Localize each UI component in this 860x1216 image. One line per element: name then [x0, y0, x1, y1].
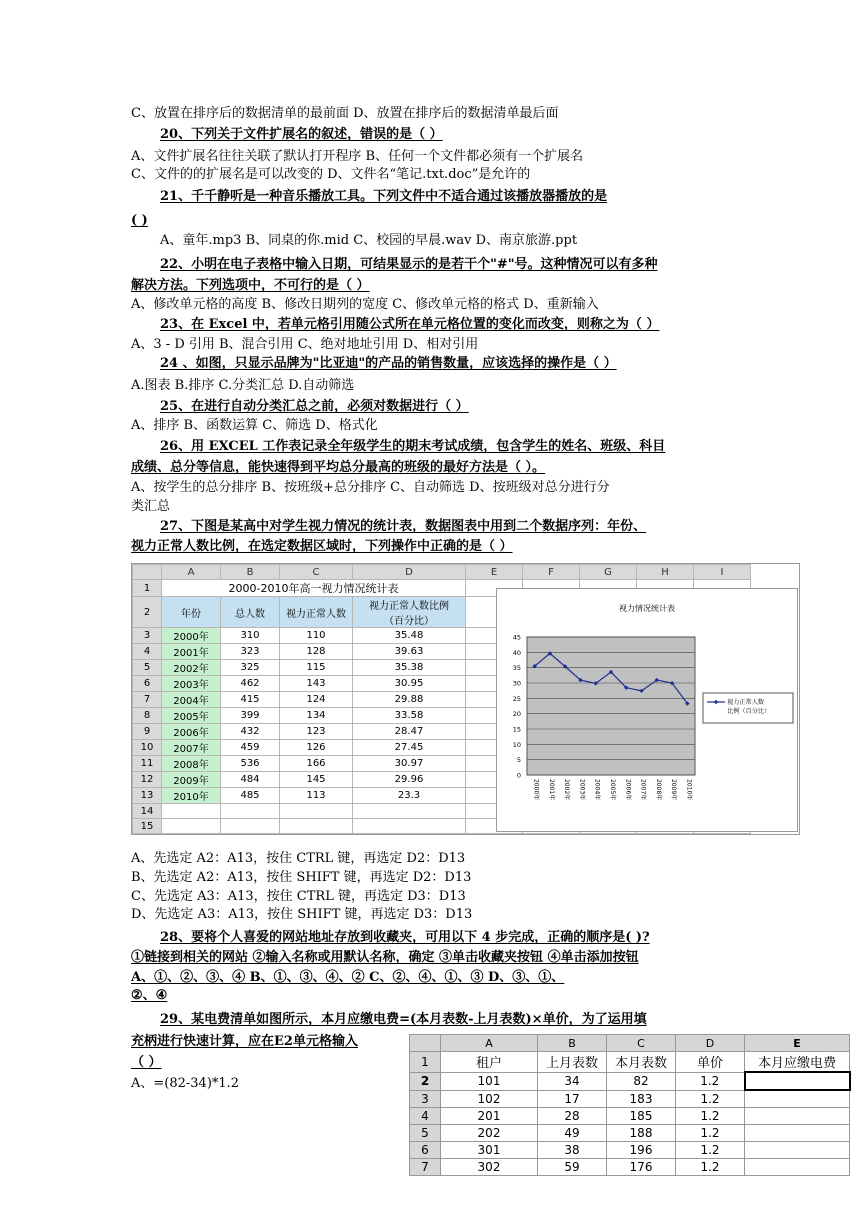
- sheet-cell: 110: [280, 628, 353, 644]
- question-line: 21、千千静听是一种音乐播放工具。下列文件中不适合通过该播放器播放的是: [160, 189, 608, 204]
- sheet-col-header: B: [221, 565, 280, 580]
- sheet-column-title: 总人数: [221, 597, 280, 628]
- x-tick-label: 2007年: [639, 779, 647, 801]
- sheet-cell: 2007年: [162, 740, 221, 756]
- option-line: ②、④: [131, 988, 168, 1003]
- sheet-cell: 35.48: [353, 628, 466, 644]
- etable-fee-cell: [745, 1125, 850, 1142]
- sheet-corner: [133, 565, 162, 580]
- sheet-cell: 35.38: [353, 660, 466, 676]
- etable-cell: 1.2: [676, 1142, 745, 1159]
- etable-row: [410, 1159, 850, 1176]
- etable-cell: 59: [538, 1159, 607, 1176]
- sheet-cell: 2002年: [162, 660, 221, 676]
- sheet-row-header: 6: [133, 676, 162, 692]
- etable-header-cell: 上月表数: [538, 1052, 607, 1073]
- etable-cell: 1.2: [676, 1108, 745, 1125]
- sheet-cell: 126: [280, 740, 353, 756]
- question-line: 27、下图是某高中对学生视力情况的统计表，数据图表中用到二个数据序列：年份、: [160, 519, 647, 534]
- etable-row-header: 7: [410, 1159, 441, 1176]
- question-line: 26、用 EXCEL 工作表记录全年级学生的期末考试成绩，包含学生的姓名、班级、科目: [160, 439, 666, 454]
- sheet-cell: 134: [280, 708, 353, 724]
- option-line: C、文件的的扩展名是可以改变的 D、文件名“笔记.txt.doc”是允许的: [131, 167, 531, 182]
- sheet-row-header: 14: [133, 804, 162, 819]
- option-line: A、=(82-34)*1.2: [131, 1076, 240, 1091]
- sheet-cell: 484: [221, 772, 280, 788]
- question-line: （ ）: [131, 1055, 162, 1070]
- etable-cell: 101: [441, 1072, 538, 1090]
- option-line: A、按学生的总分排序 B、按班级+总分排序 C、自动筛选 D、按班级对总分进行分: [131, 480, 610, 495]
- sheet-cell: 2006年: [162, 724, 221, 740]
- sheet-cell: [162, 819, 221, 834]
- y-tick-label: 30: [512, 679, 521, 688]
- etable-corner: [410, 1035, 441, 1052]
- option-line: A.图表 B.排序 C.分类汇总 D.自动筛选: [131, 378, 355, 393]
- sheet-col-header: D: [353, 565, 466, 580]
- question-line: 视力正常人数比例，在选定数据区域时，下列操作中正确的是（ ）: [131, 539, 513, 554]
- etable-cell: 202: [441, 1125, 538, 1142]
- sheet-column-title: 视力正常人数比例 （百分比）: [353, 597, 466, 628]
- sheet-cell: 2001年: [162, 644, 221, 660]
- sheet-cell: 2010年: [162, 788, 221, 804]
- sheet-cell: [221, 819, 280, 834]
- sheet-cell: 2005年: [162, 708, 221, 724]
- option-line: C、先选定 A3：A13，按住 CTRL 键，再选定 D3：D13: [131, 889, 466, 904]
- x-tick-label: 2006年: [624, 779, 632, 801]
- etable-cell: 17: [538, 1090, 607, 1108]
- sheet-cell: 128: [280, 644, 353, 660]
- etable-col-header: D: [676, 1035, 745, 1052]
- etable-cell: 185: [607, 1108, 676, 1125]
- etable-row: [410, 1125, 850, 1142]
- etable-row-header: 2: [410, 1072, 441, 1090]
- option-line: A、①、②、③、④ B、①、③、④、② C、②、④、①、③ D、③、①、: [131, 970, 565, 985]
- etable-header-cell: 单价: [676, 1052, 745, 1073]
- sheet-cell: 459: [221, 740, 280, 756]
- sheet-cell: [353, 819, 466, 834]
- y-tick-label: 15: [512, 725, 521, 734]
- etable-fee-cell: [745, 1159, 850, 1176]
- question-line: 成绩、总分等信息，能快速得到平均总分最高的班级的最好方法是（ ）。: [131, 460, 546, 475]
- sheet-cell: 399: [221, 708, 280, 724]
- sheet-row-header: 15: [133, 819, 162, 834]
- option-line: A、修改单元格的高度 B、修改日期列的宽度 C、修改单元格的格式 D、重新输入: [131, 297, 599, 312]
- sheet-cell: 124: [280, 692, 353, 708]
- x-tick-label: 2004年: [593, 779, 601, 801]
- question-line: 20、下列关于文件扩展名的叙述，错误的是（ ）: [160, 127, 443, 142]
- chart-title: 视力情况统计表: [619, 604, 675, 613]
- option-line: A、先选定 A2：A13，按住 CTRL 键，再选定 D2：D13: [131, 851, 466, 866]
- question-line: 29、某电费清单如图所示，本月应缴电费=(本月表数-上月表数)×单价，为了运用填: [160, 1012, 647, 1027]
- etable-cell: 188: [607, 1125, 676, 1142]
- sheet-cell: 462: [221, 676, 280, 692]
- sheet-title: 2000-2010年高一视力情况统计表: [162, 580, 466, 597]
- etable-cell: 183: [607, 1090, 676, 1108]
- sheet-row-header: 9: [133, 724, 162, 740]
- sheet-cell: [280, 804, 353, 819]
- etable-cell: 38: [538, 1142, 607, 1159]
- option-line: A、排序 B、函数运算 C、筛选 D、格式化: [131, 418, 378, 433]
- etable-header-cell: 本月表数: [607, 1052, 676, 1073]
- sheet-cell: 30.95: [353, 676, 466, 692]
- sheet-row-header: 2: [133, 597, 162, 628]
- y-tick-label: 35: [512, 664, 521, 673]
- sheet-cell: 415: [221, 692, 280, 708]
- x-tick-label: 2008年: [654, 779, 662, 801]
- vision-statistics-sheet: [131, 563, 800, 835]
- etable-cell: 176: [607, 1159, 676, 1176]
- etable-row-header: 4: [410, 1108, 441, 1125]
- sheet-cell: 2008年: [162, 756, 221, 772]
- etable-col-header: E: [745, 1035, 850, 1052]
- etable-fee-cell: [745, 1142, 850, 1159]
- sheet-cell: 2003年: [162, 676, 221, 692]
- etable-cell: 1.2: [676, 1159, 745, 1176]
- x-tick-label: 2005年: [609, 779, 616, 801]
- sheet-col-header: F: [523, 565, 580, 580]
- sheet-cell: 166: [280, 756, 353, 772]
- etable-col-header-row: [410, 1035, 850, 1052]
- etable-row: [410, 1072, 850, 1090]
- sheet-col-header: A: [162, 565, 221, 580]
- sheet-cell: 536: [221, 756, 280, 772]
- sheet-cell: 23.3: [353, 788, 466, 804]
- etable-cell: 28: [538, 1108, 607, 1125]
- question-line: 22、小明在电子表格中输入日期，可结果显示的是若干个"#"号。这种情况可以有多种: [160, 257, 658, 272]
- plot-area: [527, 637, 695, 775]
- sheet-cell: 29.96: [353, 772, 466, 788]
- question-line: ①链接到相关的网站 ②输入名称或用默认名称，确定 ③单击收藏夹按钮 ④单击添加按钮: [131, 950, 639, 965]
- x-tick-label: 2009年: [670, 779, 678, 801]
- etable-cell: 1.2: [676, 1072, 745, 1090]
- sheet-cell: 39.63: [353, 644, 466, 660]
- sheet-cell: 27.45: [353, 740, 466, 756]
- etable-col-header: B: [538, 1035, 607, 1052]
- sheet-cell: 323: [221, 644, 280, 660]
- sheet-col-header: G: [580, 565, 637, 580]
- sheet-cell: 2000年: [162, 628, 221, 644]
- etable-header-cell: 本月应缴电费: [745, 1052, 850, 1073]
- x-tick-label: 2002年: [563, 779, 571, 801]
- etable-cell: 302: [441, 1159, 538, 1176]
- sheet-cell: 143: [280, 676, 353, 692]
- question-line: 28、要将个人喜爱的网站地址存放到收藏夹，可用以下 4 步完成，正确的顺序是( )?: [160, 930, 650, 945]
- line-chart-svg: [497, 589, 797, 831]
- etable-cell: 1.2: [676, 1125, 745, 1142]
- etable-cell: 34: [538, 1072, 607, 1090]
- sheet-row-header: 3: [133, 628, 162, 644]
- sheet-row-header: 11: [133, 756, 162, 772]
- etable-cell: 49: [538, 1125, 607, 1142]
- sheet-cell: 113: [280, 788, 353, 804]
- question-line: ( ): [131, 213, 148, 228]
- x-tick-label: 2001年: [547, 779, 555, 801]
- option-line: A、文件扩展名往往关联了默认打开程序 B、任何一个文件都必须有一个扩展名: [131, 149, 584, 164]
- sheet-cell: 310: [221, 628, 280, 644]
- etable-cell: 102: [441, 1090, 538, 1108]
- y-tick-label: 5: [516, 756, 521, 765]
- sheet-row-header: 4: [133, 644, 162, 660]
- sheet-cell: [353, 804, 466, 819]
- sheet-cell: 432: [221, 724, 280, 740]
- option-line: D、先选定 A3：A13，按住 SHIFT 键，再选定 D3：D13: [131, 907, 473, 922]
- sheet-col-header: I: [694, 565, 751, 580]
- question-line: 24 、如图，只显示品牌为"比亚迪"的产品的销售数量，应该选择的操作是（ ）: [160, 356, 617, 371]
- etable-fee-cell: [745, 1072, 850, 1090]
- legend-label: 视力正常人数比例（百分比）: [727, 699, 771, 715]
- sheet-column-title: 视力正常人数: [280, 597, 353, 628]
- etable-row: [410, 1142, 850, 1159]
- etable-header-cell: 租户: [441, 1052, 538, 1073]
- sheet-cell: 115: [280, 660, 353, 676]
- sheet-cell: 2009年: [162, 772, 221, 788]
- etable-fee-cell: [745, 1108, 850, 1125]
- y-tick-label: 0: [516, 771, 521, 780]
- etable-cell: 82: [607, 1072, 676, 1090]
- vision-chart: [496, 588, 798, 832]
- x-tick-label: 2010年: [685, 779, 693, 801]
- electricity-bill-table: [409, 1034, 851, 1176]
- etable-cell: 1.2: [676, 1090, 745, 1108]
- sheet-col-header-row: [133, 565, 751, 580]
- y-tick-label: 40: [512, 648, 521, 657]
- sheet-cell: 325: [221, 660, 280, 676]
- sheet-col-header: C: [280, 565, 353, 580]
- option-line: B、先选定 A2：A13，按住 SHIFT 键，再选定 D2：D13: [131, 870, 472, 885]
- etable-row-header: 1: [410, 1052, 441, 1073]
- etable-row: [410, 1108, 850, 1125]
- sheet-row-header: 5: [133, 660, 162, 676]
- sheet-row-header: 10: [133, 740, 162, 756]
- y-tick-label: 20: [512, 710, 521, 719]
- sheet-row-header: 8: [133, 708, 162, 724]
- x-tick-label: 2003年: [578, 779, 586, 801]
- sheet-cell: 145: [280, 772, 353, 788]
- sheet-col-header: E: [466, 565, 523, 580]
- etable-cell: 201: [441, 1108, 538, 1125]
- sheet-cell: 123: [280, 724, 353, 740]
- etable-cell: 301: [441, 1142, 538, 1159]
- sheet-row-header: 13: [133, 788, 162, 804]
- sheet-row-header: 1: [133, 580, 162, 597]
- etable-header-row: [410, 1052, 850, 1073]
- option-line: A、3 - D 引用 B、混合引用 C、绝对地址引用 D、相对引用: [131, 337, 479, 352]
- sheet-row-header: 7: [133, 692, 162, 708]
- question-line: 解决方法。下列选项中，不可行的是（ ）: [131, 278, 370, 293]
- sheet-cell: [280, 819, 353, 834]
- sheet-cell: 30.97: [353, 756, 466, 772]
- y-tick-label: 25: [512, 694, 521, 703]
- y-tick-label: 45: [512, 633, 521, 642]
- question-line: 25、在进行自动分类汇总之前，必须对数据进行（ ）: [160, 399, 469, 414]
- etable-row-header: 3: [410, 1090, 441, 1108]
- question-line: 充柄进行快速计算，应在E2单元格输入: [131, 1034, 358, 1049]
- sheet-cell: 33.58: [353, 708, 466, 724]
- sheet-cell: 28.47: [353, 724, 466, 740]
- question-line: 23、在 Excel 中，若单元格引用随公式所在单元格位置的变化而改变，则称之为（ ）: [160, 317, 660, 332]
- sheet-column-title: 年份: [162, 597, 221, 628]
- etable-row-header: 6: [410, 1142, 441, 1159]
- etable-col-header: C: [607, 1035, 676, 1052]
- etable-row: [410, 1090, 850, 1108]
- x-tick-label: 2000年: [532, 779, 540, 801]
- etable-cell: 196: [607, 1142, 676, 1159]
- etable-fee-cell: [745, 1090, 850, 1108]
- etable-row-header: 5: [410, 1125, 441, 1142]
- sheet-row-header: 12: [133, 772, 162, 788]
- sheet-cell: 485: [221, 788, 280, 804]
- sheet-cell: [221, 804, 280, 819]
- sheet-col-header: H: [637, 565, 694, 580]
- sheet-cell: 2004年: [162, 692, 221, 708]
- sheet-cell: [162, 804, 221, 819]
- etable-col-header: A: [441, 1035, 538, 1052]
- option-line: C、放置在排序后的数据清单的最前面 D、放置在排序后的数据清单最后面: [131, 106, 559, 121]
- option-line: A、童年.mp3 B、同桌的你.mid C、校园的早晨.wav D、南京旅游.ppt: [160, 233, 578, 248]
- option-line: 类汇总: [131, 499, 171, 514]
- y-tick-label: 10: [512, 740, 521, 749]
- sheet-cell: 29.88: [353, 692, 466, 708]
